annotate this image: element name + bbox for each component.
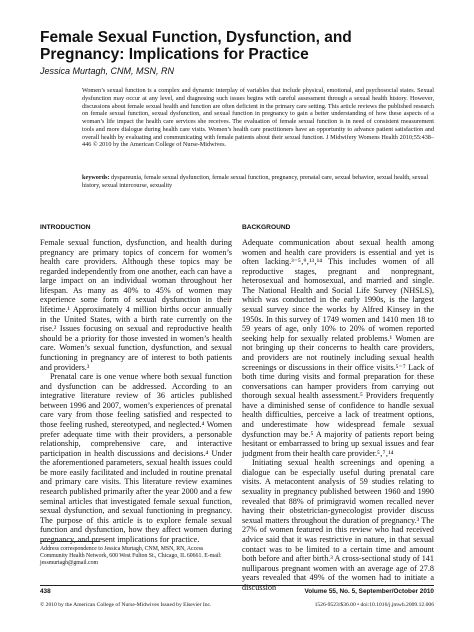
author-byline: Jessica Murtagh, CNM, MSN, RN xyxy=(40,66,175,76)
keywords xyxy=(82,174,434,190)
background-body xyxy=(242,238,434,592)
background-paragraph-2: Initiating sexual health screenings and opening a dialogue can be especially useful during prenatal care visits. A metacontent analysis of 59 studies relating to sexuality in pregnancy published between 1960 and 1990 revealed that 88% of primigravid women recalled never having their obstetrician-gynecologist provider discuss sexual matters throughout the duration of pregnancy.³ The 27% of women featured in this review who had received advice said that it was restrictive in nature, in that sexual contact was to be limited to a certain time and amount both before and after birth.³ A cross-sectional study of 141 nulliparous pregnant women with an average age of 27.8 years revealed that 49% of the women had to initiate a discussion xyxy=(242,458,434,592)
journal-reference: Volume 55, No. 5, September/October 2010 xyxy=(304,588,434,595)
keywords-text: dyspareunia, female sexual dysfunction, female sexual function, pregnancy, prenatal care, sexual behavior, sexual health, sexual history, sexual intercourse, sexuality xyxy=(82,174,429,189)
background-heading: BACKGROUND xyxy=(242,224,291,231)
introduction-paragraph-2: Prenatal care is one venue where both sexual function and dysfunction can be addressed. According to an integrative literature review of 36 articles published between 1996 and 2007, women’s experiences of prenatal care vary from those feeling satisfied and respected to those feeling rushed, stereotyped, and neglected.⁴ Women prefer adequate time with their providers, a personable relationship, comprehensive care, and interactive participation in health discussions and decisions.⁴ Under the aforementioned parameters, sexual health issues could be more easily facilitated and included in routine prenatal and primary care visits. This literature review examines research published primarily after the year 2000 and a few seminal articles that investigated female sexual function, sexual dysfunction, and sexual functioning in pregnancy. The purpose of this article is to explore female sexual function and dysfunction, how they affect women during pregnancy, and present implications for practice. xyxy=(40,372,232,544)
footer-rule xyxy=(40,585,434,586)
keywords-label: keywords: xyxy=(82,174,110,181)
issn-doi: 1526-9523/$36.00 • doi:10.1016/j.jmwh.2009.12.006 xyxy=(314,602,434,608)
page-number: 438 xyxy=(40,588,51,595)
correspondence-note: Address correspondence to Jessica Murtagh, CNM, MSN, RN, Access Community Health Network, 600 West Fulton St., Chicago, IL 60661. E-mail: jessmurtagh@gmail.com xyxy=(40,546,222,567)
abstract: Women’s sexual function is a complex and dynamic interplay of variables that include physical, emotional, and psychosocial states. Sexual dysfunction may occur at any level, and diagnosing such issues begins with careful assessment through a sexual health history. However, discussions about female sexual health and function are often deficient in the primary care setting. This article reviews the published research on female sexual function, sexual dysfunction, and sexual function in pregnancy to gain a better understanding of how these aspects of a woman’s life impact the health care services she receives. The evaluation of female sexual function is in need of consistent measurement tools and more dialogue during health care visits. Women’s health care practitioners have an opportunity to advance patient satisfaction and overall health by evaluating and communicating with female patients about their sexual function. J Midwifery Womens Health 2010;55:438–446 © 2010 by the American College of Nurse-Midwives. xyxy=(82,87,434,149)
introduction-heading: INTRODUCTION xyxy=(40,224,91,231)
footnote-rule xyxy=(40,541,100,542)
introduction-paragraph-1: Female sexual function, dysfunction, and health during pregnancy are primary topics of concern for women’s health care providers. Although these topics may be regarded independently from one another, each can have a large impact on an individual woman throughout her lifespan. As many as 40% to 45% of women may experience some form of sexual dysfunction in their lifetime.¹ Approximately 4 million births occur annually in the United States, with a birth rate currently on the rise.² Issues focusing on sexual and reproductive health should be a priority for those invested in women’s health care. Women’s sexual function, dysfunction, and sexual functioning in pregnancy are of interest to both patients and providers.³ xyxy=(40,238,232,372)
background-paragraph-1: Adequate communication about sexual health among women and health care providers is essential and yet is often lacking.³⁻⁵‚⁹‚¹³‚¹⁴ This includes women of all reproductive stages, pregnant and nonpregnant, heterosexual and homosexual, and married and single. The National Health and Social Life Survey (NHSLS), which was conducted in the early 1990s, is the largest sexual survey since the works by Alfred Kinsey in the 1950s. In this survey of 1749 women and 1410 men 18 to 59 years of age, only 10% to 20% of women reported seeking help for sexually related problems.¹ Women are not bringing up their concerns to health care providers, and providers are not routinely including sexual health screenings or discussions in their office visits.⁵⁻⁷ Lack of both time during visits and formal preparation for these conversations can hamper providers from carrying out thorough sexual health assessment.⁵ Providers frequently have a diminished sense of confidence to handle sexual health difficulties, perceive a lack of treatment options, and underestimate how widespread female sexual dysfunction may be.⁵ A majority of patients report being hesitant or embarrassed to bring up sexual issues and fear judgment from their health care provider.⁵‚⁷‚¹⁴ xyxy=(242,238,434,458)
article-title: Female Sexual Function, Dysfunction, and Pregnancy: Implications for Practice xyxy=(40,29,352,63)
introduction-body xyxy=(40,238,232,545)
copyright-notice: © 2010 by the American College of Nurse-Midwives Issued by Elsevier Inc. xyxy=(40,602,212,608)
